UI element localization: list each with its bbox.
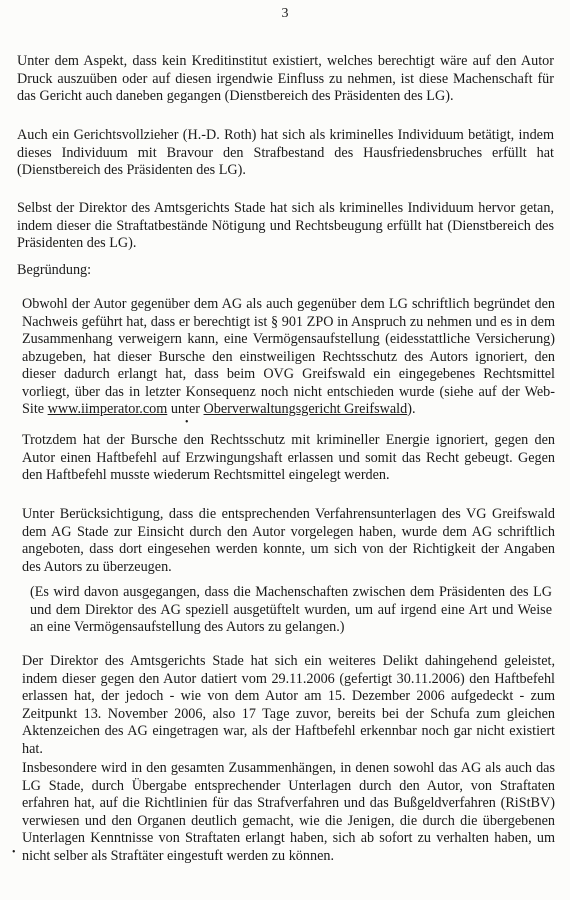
stray-mark: •	[185, 417, 189, 428]
paragraph-court-director: Selbst der Direktor des Amtsgerichts Stade hat sich als kriminelles Individuum hervor getan, indem dieser die Straftatbestände Nötigung und Rechtsbeugung erfüllt hat (Dienstbereich des Präsidenten des LG).	[17, 200, 554, 251]
paragraph-text: unter	[167, 401, 204, 417]
paragraph-text: Obwohl der Autor gegenüber dem AG als auch gegenüber dem LG schriftlich begründet den Nachweis geführt hat, dass er berechtigt ist § 901 ZPO in Anspruch zu nehmen und es in dem Zusammenhang verweigern kann, eine Vermögensaufstellung (eidesstattliche Versicherung) abzugeben, hat dieser Bursche den einstweiligen Rechtsschutz des Autors ignoriert, den dieser dadurch erlangt hat, dass beim OVG Greifswald ein eingegebenes Rechtsmittel vorliegt, über das in letzter Konsequenz noch nicht entschieden wurde (siehe auf der Web-Site	[22, 296, 555, 417]
paragraph-further-offense: Der Direktor des Amtsgerichts Stade hat sich ein weiteres Delikt dahingehend geleistet, indem dieser gegen den Autor datiert vom 29.11.2006 (gefertigt 30.11.2006) den Haftbefehl erlassen hat, der jedoch - wie von dem Autor am 15. Dezember 2006 aufgedeckt - zum Zeitpunkt 13. November 2006, also 17 Tage zuvor, bereits bei der Schufa zum gleichen Aktenzeichen des AG eingetragen war, als der Haftbefehl erkennbar noch gar nicht existiert hat.	[22, 653, 555, 757]
page-number: 3	[281, 6, 289, 21]
court-link[interactable]: Oberverwaltungsgericht Greifswald	[203, 401, 408, 417]
stray-mark: •	[12, 847, 16, 858]
paragraph-arrest-warrant: Trotzdem hat der Bursche den Rechtsschutz mit krimineller Energie ignoriert, gegen den Autor einen Haftbefehl auf Erzwingungshaft erlassen und somit das Recht gebeugt. Gegen den Haftbefehl musste wiederum Rechtsmittel eingelegt werden.	[22, 432, 555, 483]
paragraph-bailiff: Auch ein Gerichtsvollzieher (H.-D. Roth) hat sich als kriminelles Individuum betätigt, indem dieses Individuum mit Bravour den Strafbestand des Hausfriedensbruches erfüllt hat (Dienstbereich des Präsidenten des LG).	[17, 127, 554, 178]
paragraph-legal-protection	[22, 296, 555, 419]
paragraph-guidelines: Insbesondere wird in den gesamten Zusammenhängen, in denen sowohl das AG als auch das LG Stade, durch Übergabe entsprechender Unterlagen durch den Autor, von Straftaten erfahren hat, auf die Richtlinien für das Strafverfahren und das Bußgeldverfahren (RiStBV) verwiesen und den Organen deutlich gemacht, wie die Jenigen, die durch die übergebenen Unterlagen Kenntnisse von Straftaten erlangt haben, sich ab sofort zu verhalten haben, um nicht selber als Straftäter eingestuft werden zu können.	[22, 760, 555, 864]
paragraph-case-documents: Unter Berücksichtigung, dass die entsprechenden Verfahrensunterlagen des VG Greifswald dem AG Stade zur Einsicht durch den Autor vorgelegen haben, wurde dem AG schriftlich angeboten, dass dort eingesehen werden konnte, um sich von der Richtigkeit der Angaben des Autors zu überzeugen.	[22, 506, 555, 575]
paragraph-credit-institute: Unter dem Aspekt, dass kein Kreditinstitut existiert, welches berechtigt wäre auf den Autor Druck auszuüben oder auf diesen irgendwie Einfluss zu nehmen, ist diese Machenschaft für das Gericht auch daneben gegangen (Dienstbereich des Präsidenten des LG).	[17, 53, 554, 104]
website-link[interactable]: www.iimperator.com	[47, 401, 168, 417]
section-heading-begruendung: Begründung:	[17, 262, 92, 278]
paragraph-machinations: (Es wird davon ausgegangen, dass die Machenschaften zwischen dem Präsidenten des LG und dem Direktor des AG speziell ausgetüftelt wurden, um auf irgend eine Art und Weise an eine Vermögensaufstellung des Autors zu gelangen.)	[30, 584, 552, 635]
paragraph-text: ).	[407, 401, 416, 417]
